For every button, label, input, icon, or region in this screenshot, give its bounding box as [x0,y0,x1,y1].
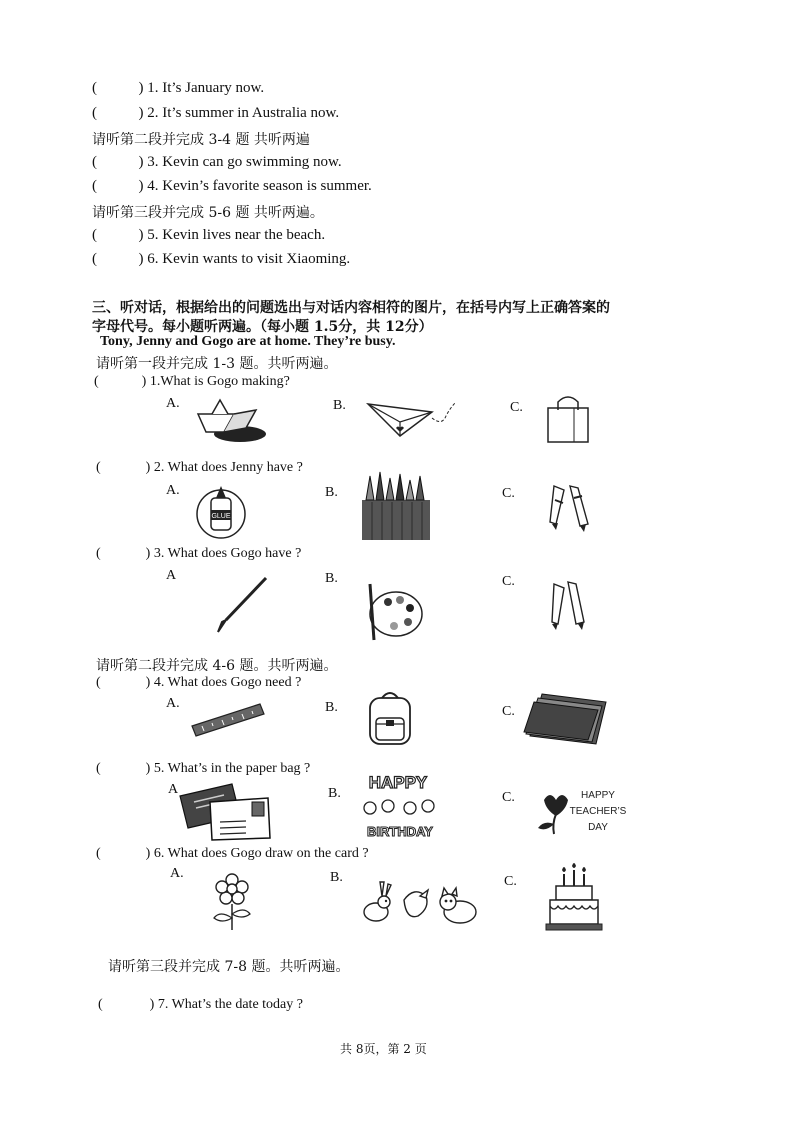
option-label-b[interactable]: B. [330,870,343,885]
backpack-icon [364,690,416,748]
tf-item-1 [92,80,264,97]
colored-pencils-icon [358,470,434,542]
crayons-icon [548,482,592,532]
option-label-a[interactable]: A [168,782,179,797]
glue-bottle-icon [196,480,246,542]
birthday-cake-icon [544,862,604,934]
question-3 [96,546,301,562]
statement-text: ) 2. It’s summer in Australia now. [138,105,340,121]
option-label-a[interactable]: A [166,568,177,583]
tf-item-2 [92,105,339,122]
option-label-b[interactable]: B. [325,700,338,715]
instruction-part3: 请听第三段并完成 5-6 题 共听两遍。 [92,205,324,221]
option-label-b[interactable]: B. [333,398,346,413]
answer-paren[interactable]: ( [92,178,97,194]
answer-paren[interactable]: ( [96,546,101,561]
statement-text: ) 4. Kevin’s favorite season is summer. [138,178,372,194]
tf-item-6 [92,251,350,268]
paper-boat-icon [194,396,272,448]
option-label-a[interactable]: A. [170,866,184,881]
tf-item-4 [92,178,372,195]
question-text: ) 1.What is Gogo making? [141,374,290,389]
card-day-text: DAY [588,822,608,833]
card-teachers-text: TEACHER’S [569,806,626,817]
question-text: ) 3. What does Gogo have ? [145,546,302,561]
statement-text: ) 3. Kevin can go swimming now. [138,154,342,170]
option-label-c[interactable]: C. [502,704,515,719]
instruction-section3-part1: 请听第一段并完成 1-3 题。共听两遍。 [96,356,338,372]
option-label-b[interactable]: B. [325,485,338,500]
statement-text: ) 5. Kevin lives near the beach. [138,227,326,243]
answer-paren[interactable]: ( [92,251,97,267]
question-6 [96,846,369,862]
question-text: ) 4. What does Gogo need ? [145,675,302,690]
question-text: ) 6. What does Gogo draw on the card ? [145,846,369,861]
postcards-icon [176,780,272,842]
option-label-b[interactable]: B. [328,786,341,801]
option-label-b[interactable]: B. [325,571,338,586]
option-label-c[interactable]: C. [510,400,523,415]
paint-palette-icon [360,580,424,642]
section-title-line1: 三、听对话，根据给出的问题选出与对话内容相符的图片，在括号内写上正确答案的 [92,300,610,316]
question-4 [96,675,301,691]
question-text: ) 5. What’s in the paper bag ? [145,761,311,776]
answer-paren[interactable]: ( [92,80,97,96]
flower-icon [206,872,258,932]
instruction-part2: 请听第二段并完成 3-4 题 共听两遍 [92,132,310,148]
teachers-day-card-icon [530,786,626,844]
question-1 [94,374,290,390]
shopping-bag-icon [544,394,592,444]
option-label-a[interactable]: A. [166,696,180,711]
option-label-c[interactable]: C. [502,486,515,501]
statement-text: ) 1. It’s January now. [138,80,265,96]
answer-paren[interactable]: ( [92,227,97,243]
answer-paren[interactable]: ( [96,675,101,690]
answer-paren[interactable]: ( [94,374,99,389]
birthday-card-icon [358,770,442,842]
card-happy-text: HAPPY [581,790,615,801]
instruction-section3-part2: 请听第二段并完成 4-6 题。共听两遍。 [96,658,338,674]
instruction-section3-part3: 请听第三段并完成 7-8 题。共听两遍。 [108,959,350,975]
ruler-icon [190,700,266,740]
animals-icon [360,878,482,928]
paper-sheets-icon [522,692,612,748]
birthday-text: BIRTHDAY [367,824,433,839]
paintbrush-icon [212,574,270,634]
question-2 [96,460,303,476]
question-5 [96,761,310,777]
option-label-a[interactable]: A. [166,396,180,411]
question-text: ) 2. What does Jenny have ? [145,460,303,475]
paper-plane-icon [366,398,462,440]
option-label-c[interactable]: C. [502,574,515,589]
tf-item-3 [92,154,342,171]
section-intro: Tony, Jenny and Gogo are at home. They’re busy. [100,334,396,349]
statement-text: ) 6. Kevin wants to visit Xiaoming. [138,251,351,267]
answer-paren[interactable]: ( [96,761,101,776]
answer-paren[interactable]: ( [92,105,97,121]
question-text: ) 7. What’s the date today ? [149,997,303,1012]
page-footer: 共 8页，第 2 页 [340,1042,427,1056]
tf-item-5 [92,227,325,244]
happy-text: HAPPY [368,773,428,792]
answer-paren[interactable]: ( [98,997,103,1012]
answer-paren[interactable]: ( [96,460,101,475]
glue-label: GLUE [211,513,231,520]
section-title-line2: 字母代号。每小题听两遍。（每小题 1.5分，共 12分） [92,319,433,335]
crayons-icon [548,580,588,632]
answer-paren[interactable]: ( [96,846,101,861]
option-label-c[interactable]: C. [502,790,515,805]
option-label-a[interactable]: A. [166,483,180,498]
option-label-c[interactable]: C. [504,874,517,889]
answer-paren[interactable]: ( [92,154,97,170]
question-7 [98,997,303,1013]
